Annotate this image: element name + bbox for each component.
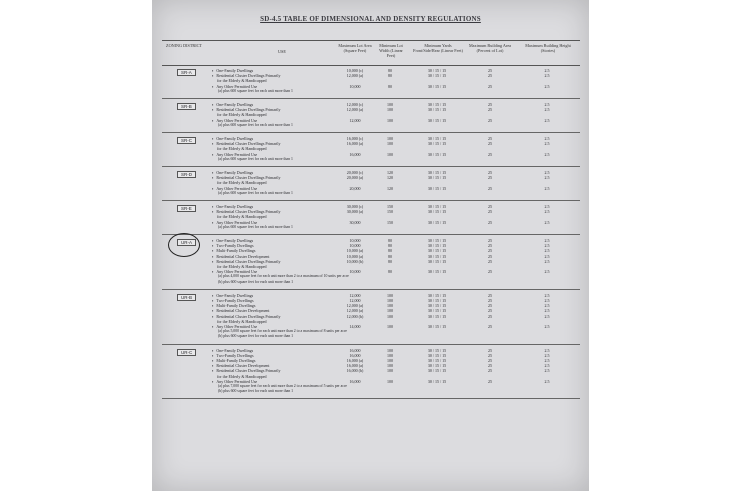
- district-block-ur-b: [162, 291, 580, 345]
- footnote: (b) plus 600 square feet for each unit more than 1: [218, 334, 294, 339]
- cell-area: 14,000: [349, 323, 361, 329]
- cell-use: ▪ One-Family Dwellings: [212, 68, 254, 73]
- cell-use: ▪ Residential Cluster Dwellings Primarily: [212, 73, 281, 79]
- cell-bldg: 25: [488, 323, 492, 329]
- cell-bldg: 25: [488, 136, 492, 141]
- cell-use: ▪ Any Other Permitted Use: [212, 219, 258, 225]
- cell-use: ▪ Any Other Permitted Use: [212, 151, 258, 157]
- cell-area: 12,000: [349, 297, 361, 303]
- cell-yards: 30 / 15 / 15: [427, 107, 447, 113]
- cell-use: ▪ Multi-Family Dwellings: [212, 357, 256, 363]
- cell-bldg: 25: [488, 313, 492, 319]
- cell-height: 2.5: [544, 297, 550, 303]
- cell-bldg: 25: [488, 258, 492, 264]
- district-block-sr-e: [162, 202, 580, 235]
- cell-area: 12,000 (b): [346, 313, 364, 319]
- cell-width: 100: [387, 102, 393, 107]
- cell-width: 150: [387, 209, 393, 215]
- cell-bldg: 25: [488, 363, 492, 369]
- footnote: (a) plus 600 square feet for each unit more than 1: [218, 190, 293, 195]
- cell-use: ▪ Residential Cluster Development: [212, 308, 270, 314]
- cell-yards: 30 / 15 / 15: [427, 297, 447, 303]
- cell-yards: 30 / 15 / 15: [427, 117, 447, 123]
- cell-use: ▪ Any Other Permitted Use: [212, 323, 258, 329]
- cell-width: 100: [387, 323, 393, 329]
- cell-height: 2.5: [544, 175, 550, 181]
- cell-width: 100: [387, 347, 393, 353]
- cell-use: ▪ Multi-Family Dwellings: [212, 248, 256, 254]
- cell-height: 2.5: [544, 141, 550, 147]
- cell-use: ▪ One-Family Dwellings: [212, 347, 254, 353]
- footnote: (a) plus 4,000 square feet for each unit more than 2 to a maximum of 10 units per acre: [218, 274, 349, 279]
- cell-area: 16,000: [349, 151, 361, 157]
- cell-width: 100: [387, 313, 393, 319]
- cell-area: 12,000: [349, 292, 361, 298]
- cell-bldg: 25: [488, 253, 492, 259]
- cell-yards: 30 / 15 / 15: [427, 323, 447, 329]
- cell-area: 12,000 (a): [346, 107, 364, 113]
- cell-use: ▪ Any Other Permitted Use: [212, 378, 258, 384]
- cell-yards: 30 / 15 / 15: [427, 363, 447, 369]
- cell-yards: 30 / 15 / 15: [427, 303, 447, 309]
- cell-bldg: 25: [488, 107, 492, 113]
- cell-area: 10,000 (b): [346, 258, 364, 264]
- cell-area: 30,000 (c): [346, 204, 364, 209]
- cell-yards: 30 / 15 / 15: [427, 352, 447, 358]
- footnote: (a) plus 600 square feet for each unit more than 1: [218, 88, 293, 93]
- header-building-area: Maximum Building Area (Percent of Lot): [468, 43, 512, 53]
- cell-width: 80: [388, 73, 392, 79]
- cell-yards: 30 / 15 / 15: [427, 253, 447, 259]
- cell-height: 2.5: [544, 73, 550, 79]
- cell-yards: 30 / 15 / 15: [427, 347, 447, 353]
- cell-area: 16,000 (a): [346, 363, 364, 369]
- cell-height: 2.5: [544, 107, 550, 113]
- cell-width: 80: [388, 83, 392, 89]
- cell-use: for the Elderly & Handicapped: [217, 264, 267, 269]
- cell-height: 2.5: [544, 313, 550, 319]
- cell-height: 2.5: [544, 209, 550, 215]
- cell-width: 100: [387, 363, 393, 369]
- cell-use: ▪ Residential Cluster Dwellings Primarily: [212, 175, 281, 181]
- cell-yards: 30 / 15 / 15: [427, 292, 447, 298]
- cell-use: for the Elderly & Handicapped: [217, 112, 267, 118]
- cell-bldg: 25: [488, 209, 492, 215]
- district-block-ur-a: [162, 236, 580, 290]
- cell-use: ▪ Residential Cluster Development: [212, 363, 270, 369]
- cell-use: ▪ One-Family Dwellings: [212, 292, 254, 298]
- cell-yards: 30 / 15 / 15: [427, 368, 447, 374]
- cell-area: 20,000 (a): [346, 175, 364, 181]
- cell-use: ▪ One-Family Dwellings: [212, 204, 254, 209]
- cell-use: ▪ One-Family Dwellings: [212, 102, 254, 107]
- cell-bldg: 25: [488, 243, 492, 249]
- cell-area: 16,000: [349, 347, 361, 353]
- cell-area: 10,000 (a): [346, 253, 364, 259]
- cell-bldg: 25: [488, 73, 492, 79]
- cell-bldg: 25: [488, 269, 492, 275]
- cell-width: 100: [387, 136, 393, 141]
- cell-width: 100: [387, 141, 393, 147]
- cell-height: 2.5: [544, 269, 550, 275]
- document-title: SD-4.5 TABLE OF DIMENSIONAL AND DENSITY REGULATIONS: [260, 15, 481, 23]
- cell-width: 120: [387, 175, 393, 181]
- footnote: (a) plus 7,000 square feet for each unit more than 2 to a maximum of 5 units per acre: [218, 383, 347, 388]
- header-lot-width: Minimum Lot Width (Linear Feet): [379, 43, 403, 58]
- cell-use: ▪ Any Other Permitted Use: [212, 83, 258, 89]
- cell-height: 2.5: [544, 368, 550, 374]
- cell-yards: 30 / 15 / 15: [427, 248, 447, 254]
- cell-width: 80: [388, 258, 392, 264]
- cell-yards: 30 / 15 / 15: [427, 185, 447, 191]
- district-block-sr-b: [162, 100, 580, 133]
- cell-area: 10,000: [349, 83, 361, 89]
- footnote: (b) plus 600 square feet for each unit more than 1: [218, 279, 294, 284]
- cell-height: 2.5: [544, 357, 550, 363]
- cell-use: ▪ Any Other Permitted Use: [212, 185, 258, 191]
- cell-yards: 30 / 15 / 15: [427, 136, 447, 141]
- cell-area: 10,000: [349, 243, 361, 249]
- cell-width: 80: [388, 269, 392, 275]
- cell-width: 80: [388, 238, 392, 243]
- cell-use: ▪ Residential Cluster Dwellings Primarily: [212, 313, 281, 319]
- cell-use: ▪ Two-Family Dwellings: [212, 352, 254, 358]
- cell-yards: 30 / 15 / 15: [427, 141, 447, 147]
- cell-yards: 30 / 15 / 15: [427, 83, 447, 89]
- cell-area: 16,000 (a): [346, 141, 364, 147]
- cell-use: ▪ One-Family Dwellings: [212, 238, 254, 243]
- cell-bldg: 25: [488, 347, 492, 353]
- cell-use: ▪ Residential Cluster Dwellings Primarily: [212, 209, 281, 215]
- cell-use: ▪ Residential Cluster Dwellings Primarily: [212, 368, 281, 374]
- district-label: SR-D: [177, 171, 196, 178]
- cell-use: ▪ Residential Cluster Dwellings Primarily: [212, 141, 281, 147]
- cell-bldg: 25: [488, 238, 492, 243]
- cell-yards: 30 / 15 / 15: [427, 151, 447, 157]
- cell-bldg: 25: [488, 308, 492, 314]
- cell-width: 100: [387, 303, 393, 309]
- district-label: SR-C: [177, 137, 196, 144]
- district-label: SR-A: [177, 69, 196, 76]
- cell-width: 100: [387, 292, 393, 298]
- cell-area: 12,000 (c): [346, 102, 364, 107]
- cell-bldg: 25: [488, 303, 492, 309]
- cell-use: ▪ Residential Cluster Development: [212, 253, 270, 259]
- cell-width: 100: [387, 308, 393, 314]
- cell-width: 150: [387, 204, 393, 209]
- cell-height: 2.5: [544, 347, 550, 353]
- footnote: (a) plus 600 square feet for each unit more than 1: [218, 122, 293, 127]
- cell-use: ▪ Two-Family Dwellings: [212, 243, 254, 249]
- cell-use: ▪ Two-Family Dwellings: [212, 297, 254, 303]
- footnote: (a) plus 5,000 square feet for each unit more than 2 to a maximum of 8 units per acre: [218, 329, 347, 334]
- cell-yards: 30 / 15 / 15: [427, 219, 447, 225]
- cell-bldg: 25: [488, 185, 492, 191]
- header-lot-area: Maximum Lot Area (Square Feet): [338, 43, 372, 53]
- cell-bldg: 25: [488, 378, 492, 384]
- header-yards: Minimum Yards Front/Side/Rear (Linear Feet): [413, 43, 463, 53]
- cell-height: 2.5: [544, 378, 550, 384]
- district-label: UR-B: [177, 294, 196, 301]
- cell-height: 2.5: [544, 253, 550, 259]
- cell-bldg: 25: [488, 297, 492, 303]
- header-district: ZONING DISTRICT: [166, 43, 202, 48]
- cell-height: 2.5: [544, 83, 550, 89]
- cell-area: 30,000: [349, 219, 361, 225]
- cell-bldg: 25: [488, 68, 492, 73]
- cell-bldg: 25: [488, 219, 492, 225]
- cell-bldg: 25: [488, 204, 492, 209]
- cell-bldg: 25: [488, 292, 492, 298]
- cell-width: 100: [387, 297, 393, 303]
- cell-bldg: 25: [488, 368, 492, 374]
- cell-yards: 30 / 15 / 15: [427, 308, 447, 314]
- footnote: (b) plus 600 square feet for each unit more than 1: [218, 389, 294, 394]
- district-block-sr-d: [162, 168, 580, 201]
- cell-use: for the Elderly & Handicapped: [217, 318, 267, 324]
- cell-bldg: 25: [488, 141, 492, 147]
- cell-yards: 30 / 15 / 15: [427, 378, 447, 384]
- cell-yards: 30 / 15 / 15: [427, 243, 447, 249]
- cell-bldg: 25: [488, 83, 492, 89]
- cell-yards: 30 / 15 / 15: [427, 269, 447, 275]
- document-sheet: [152, 0, 589, 491]
- cell-width: 100: [387, 357, 393, 363]
- cell-area: 10,000: [349, 269, 361, 275]
- cell-area: 12,000 (a): [346, 303, 364, 309]
- cell-height: 2.5: [544, 258, 550, 264]
- cell-yards: 30 / 15 / 15: [427, 170, 447, 175]
- cell-area: 12,000 (a): [346, 308, 364, 314]
- cell-bldg: 25: [488, 357, 492, 363]
- cell-height: 2.5: [544, 363, 550, 369]
- cell-use: for the Elderly & Handicapped: [217, 373, 267, 379]
- cell-height: 2.5: [544, 68, 550, 73]
- cell-yards: 30 / 15 / 15: [427, 258, 447, 264]
- cell-width: 80: [388, 68, 392, 73]
- cell-height: 2.5: [544, 136, 550, 141]
- cell-height: 2.5: [544, 170, 550, 175]
- cell-width: 150: [387, 219, 393, 225]
- cell-width: 100: [387, 368, 393, 374]
- district-label: UR-A: [177, 239, 196, 246]
- cell-bldg: 25: [488, 248, 492, 254]
- cell-area: 16,000 (c): [346, 136, 364, 141]
- cell-area: 30,000 (a): [346, 209, 364, 215]
- table-header: [162, 40, 580, 66]
- cell-yards: 30 / 15 / 15: [427, 209, 447, 215]
- district-label: SR-B: [177, 103, 196, 110]
- cell-height: 2.5: [544, 308, 550, 314]
- cell-width: 100: [387, 107, 393, 113]
- cell-yards: 30 / 15 / 15: [427, 68, 447, 73]
- cell-bldg: 25: [488, 352, 492, 358]
- cell-area: 16,000 (a): [346, 357, 364, 363]
- cell-use: for the Elderly & Handicapped: [217, 146, 267, 152]
- cell-yards: 30 / 15 / 15: [427, 175, 447, 181]
- cell-area: 12,000 (a): [346, 73, 364, 79]
- cell-height: 2.5: [544, 248, 550, 254]
- cell-height: 2.5: [544, 243, 550, 249]
- cell-bldg: 25: [488, 117, 492, 123]
- cell-width: 120: [387, 170, 393, 175]
- cell-width: 100: [387, 378, 393, 384]
- cell-height: 2.5: [544, 238, 550, 243]
- cell-area: 10,000 (c): [346, 68, 364, 73]
- cell-height: 2.5: [544, 185, 550, 191]
- cell-yards: 30 / 15 / 15: [427, 102, 447, 107]
- district-label: SR-E: [177, 205, 196, 212]
- cell-area: 16,000 (b): [346, 368, 364, 374]
- cell-bldg: 25: [488, 170, 492, 175]
- cell-height: 2.5: [544, 117, 550, 123]
- cell-height: 2.5: [544, 303, 550, 309]
- cell-use: ▪ One-Family Dwellings: [212, 136, 254, 141]
- footnote: (a) plus 600 square feet for each unit more than 1: [218, 156, 293, 161]
- cell-area: 20,000: [349, 185, 361, 191]
- cell-use: ▪ Any Other Permitted Use: [212, 117, 258, 123]
- district-block-ur-c: [162, 346, 580, 400]
- cell-bldg: 25: [488, 175, 492, 181]
- district-label: UR-C: [177, 349, 196, 356]
- cell-area: 20,000 (c): [346, 170, 364, 175]
- cell-use: for the Elderly & Handicapped: [217, 180, 267, 186]
- cell-height: 2.5: [544, 204, 550, 209]
- district-block-sr-a: [162, 66, 580, 99]
- cell-use: for the Elderly & Handicapped: [217, 214, 267, 220]
- cell-width: 100: [387, 352, 393, 358]
- footnote: (a) plus 600 square feet for each unit more than 1: [218, 224, 293, 229]
- cell-width: 120: [387, 185, 393, 191]
- cell-height: 2.5: [544, 219, 550, 225]
- header-building-height: Maximum Building Height (Stories): [525, 43, 571, 53]
- cell-area: 12,000: [349, 117, 361, 123]
- cell-area: 16,000: [349, 378, 361, 384]
- cell-yards: 30 / 15 / 15: [427, 357, 447, 363]
- cell-width: 80: [388, 243, 392, 249]
- header-use: USE: [278, 49, 286, 54]
- cell-area: 16,000: [349, 352, 361, 358]
- cell-bldg: 25: [488, 102, 492, 107]
- cell-height: 2.5: [544, 102, 550, 107]
- cell-width: 100: [387, 117, 393, 123]
- cell-use: ▪ Residential Cluster Dwellings Primarily: [212, 107, 281, 113]
- cell-yards: 30 / 15 / 15: [427, 204, 447, 209]
- cell-use: ▪ Multi-Family Dwellings: [212, 303, 256, 309]
- cell-area: 10,000: [349, 238, 361, 243]
- cell-yards: 30 / 15 / 15: [427, 313, 447, 319]
- cell-height: 2.5: [544, 151, 550, 157]
- cell-height: 2.5: [544, 323, 550, 329]
- cell-yards: 30 / 15 / 15: [427, 73, 447, 79]
- cell-width: 80: [388, 248, 392, 254]
- cell-use: ▪ Any Other Permitted Use: [212, 269, 258, 275]
- cell-height: 2.5: [544, 292, 550, 298]
- cell-area: 10,000 (a): [346, 248, 364, 254]
- cell-height: 2.5: [544, 352, 550, 358]
- cell-use: ▪ One-Family Dwellings: [212, 170, 254, 175]
- district-block-sr-c: [162, 134, 580, 167]
- cell-width: 100: [387, 151, 393, 157]
- cell-use: ▪ Residential Cluster Dwellings Primarily: [212, 258, 281, 264]
- cell-yards: 30 / 15 / 15: [427, 238, 447, 243]
- cell-use: for the Elderly & Handicapped: [217, 78, 267, 84]
- cell-bldg: 25: [488, 151, 492, 157]
- cell-width: 80: [388, 253, 392, 259]
